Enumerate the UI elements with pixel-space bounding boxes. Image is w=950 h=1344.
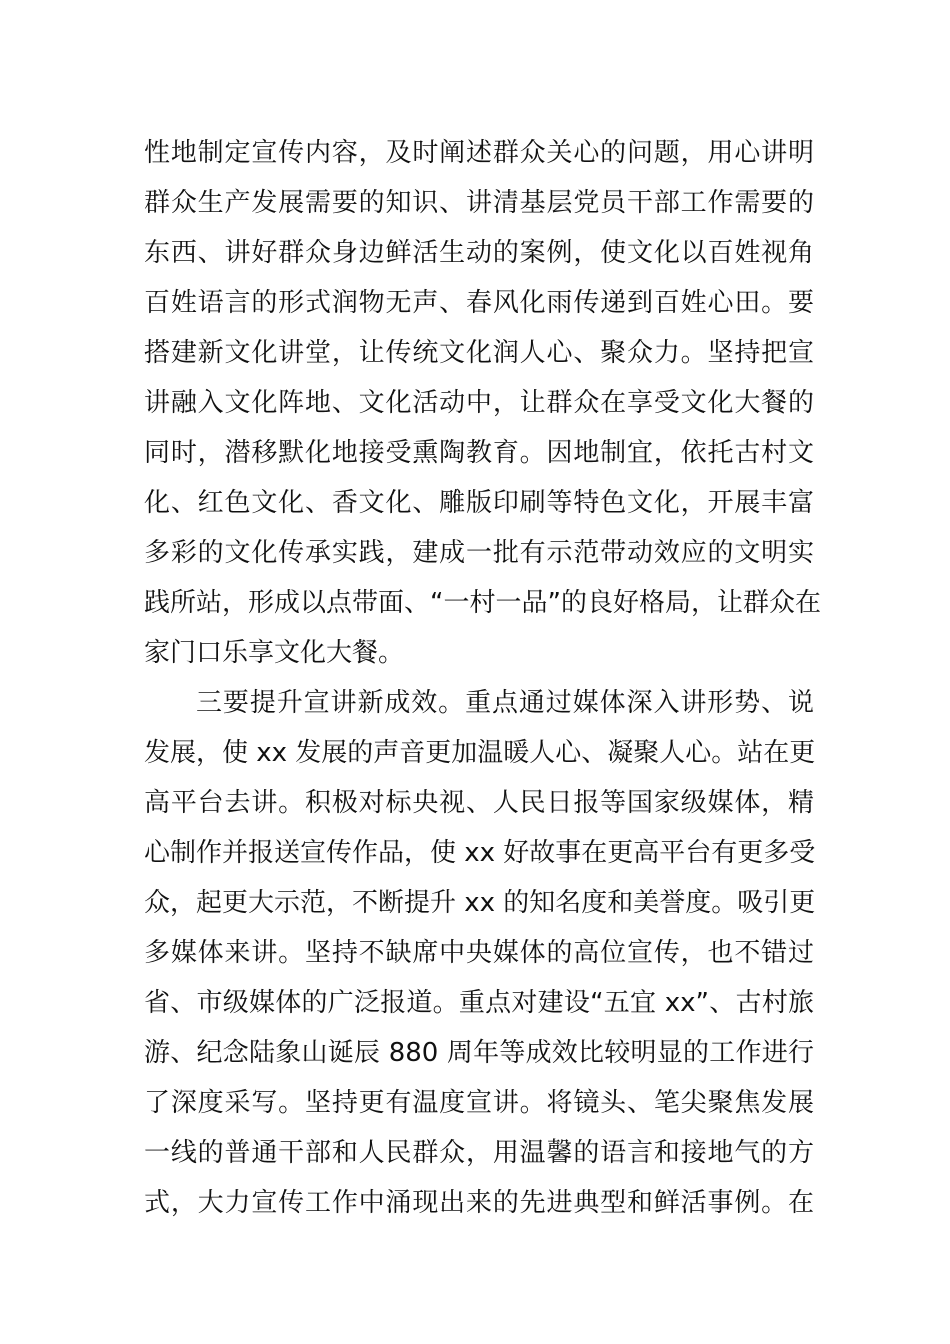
text-line: 高平台去讲。积极对标央视、人民日报等国家级媒体，精 — [144, 788, 814, 818]
text-line: 东西、讲好群众身边鲜活生动的案例，使文化以百姓视角 — [144, 238, 814, 268]
text-line: 发展，使 xx 发展的声音更加温暖人心、凝聚人心。站在更 — [144, 738, 816, 768]
text-line: 一线的普通干部和人民群众，用温馨的语言和接地气的方 — [144, 1138, 814, 1168]
text-line: 三要提升宣讲新成效。重点通过媒体深入讲形势、说 — [196, 688, 814, 718]
text-line: 式，大力宣传工作中涌现出来的先进典型和鲜活事例。在 — [144, 1188, 814, 1218]
text-line: 同时，潜移默化地接受熏陶教育。因地制宜，依托古村文 — [144, 438, 814, 468]
text-line: 搭建新文化讲堂，让传统文化润人心、聚众力。坚持把宣 — [144, 338, 814, 368]
text-line: 讲融入文化阵地、文化活动中，让群众在享受文化大餐的 — [144, 388, 814, 418]
text-line: 了深度采写。坚持更有温度宣讲。将镜头、笔尖聚焦发展 — [144, 1088, 814, 1118]
paragraph-three — [144, 678, 814, 1228]
paragraph-continued — [144, 128, 821, 678]
text-line: 百姓语言的形式润物无声、春风化雨传递到百姓心田。要 — [144, 288, 814, 318]
text-line: 家门口乐享文化大餐。 — [144, 638, 405, 668]
text-line: 众，起更大示范，不断提升 xx 的知名度和美誉度。吸引更 — [144, 888, 816, 918]
text-line: 性地制定宣传内容，及时阐述群众关心的问题，用心讲明 — [144, 138, 814, 168]
text-line: 省、市级媒体的广泛报道。重点对建设“五宜 xx”、古村旅 — [144, 988, 814, 1018]
document-body — [144, 128, 821, 1228]
text-line: 游、纪念陆象山诞辰 880 周年等成效比较明显的工作进行 — [144, 1038, 814, 1068]
text-line: 多彩的文化传承实践，建成一批有示范带动效应的文明实 — [144, 538, 814, 568]
text-line: 群众生产发展需要的知识、讲清基层党员干部工作需要的 — [144, 188, 814, 218]
text-line: 化、红色文化、香文化、雕版印刷等特色文化，开展丰富 — [144, 488, 814, 518]
text-line: 心制作并报送宣传作品，使 xx 好故事在更高平台有更多受 — [144, 838, 816, 868]
text-line: 多媒体来讲。坚持不缺席中央媒体的高位宣传，也不错过 — [144, 938, 814, 968]
text-line: 践所站，形成以点带面、“一村一品”的良好格局，让群众在 — [144, 588, 821, 618]
